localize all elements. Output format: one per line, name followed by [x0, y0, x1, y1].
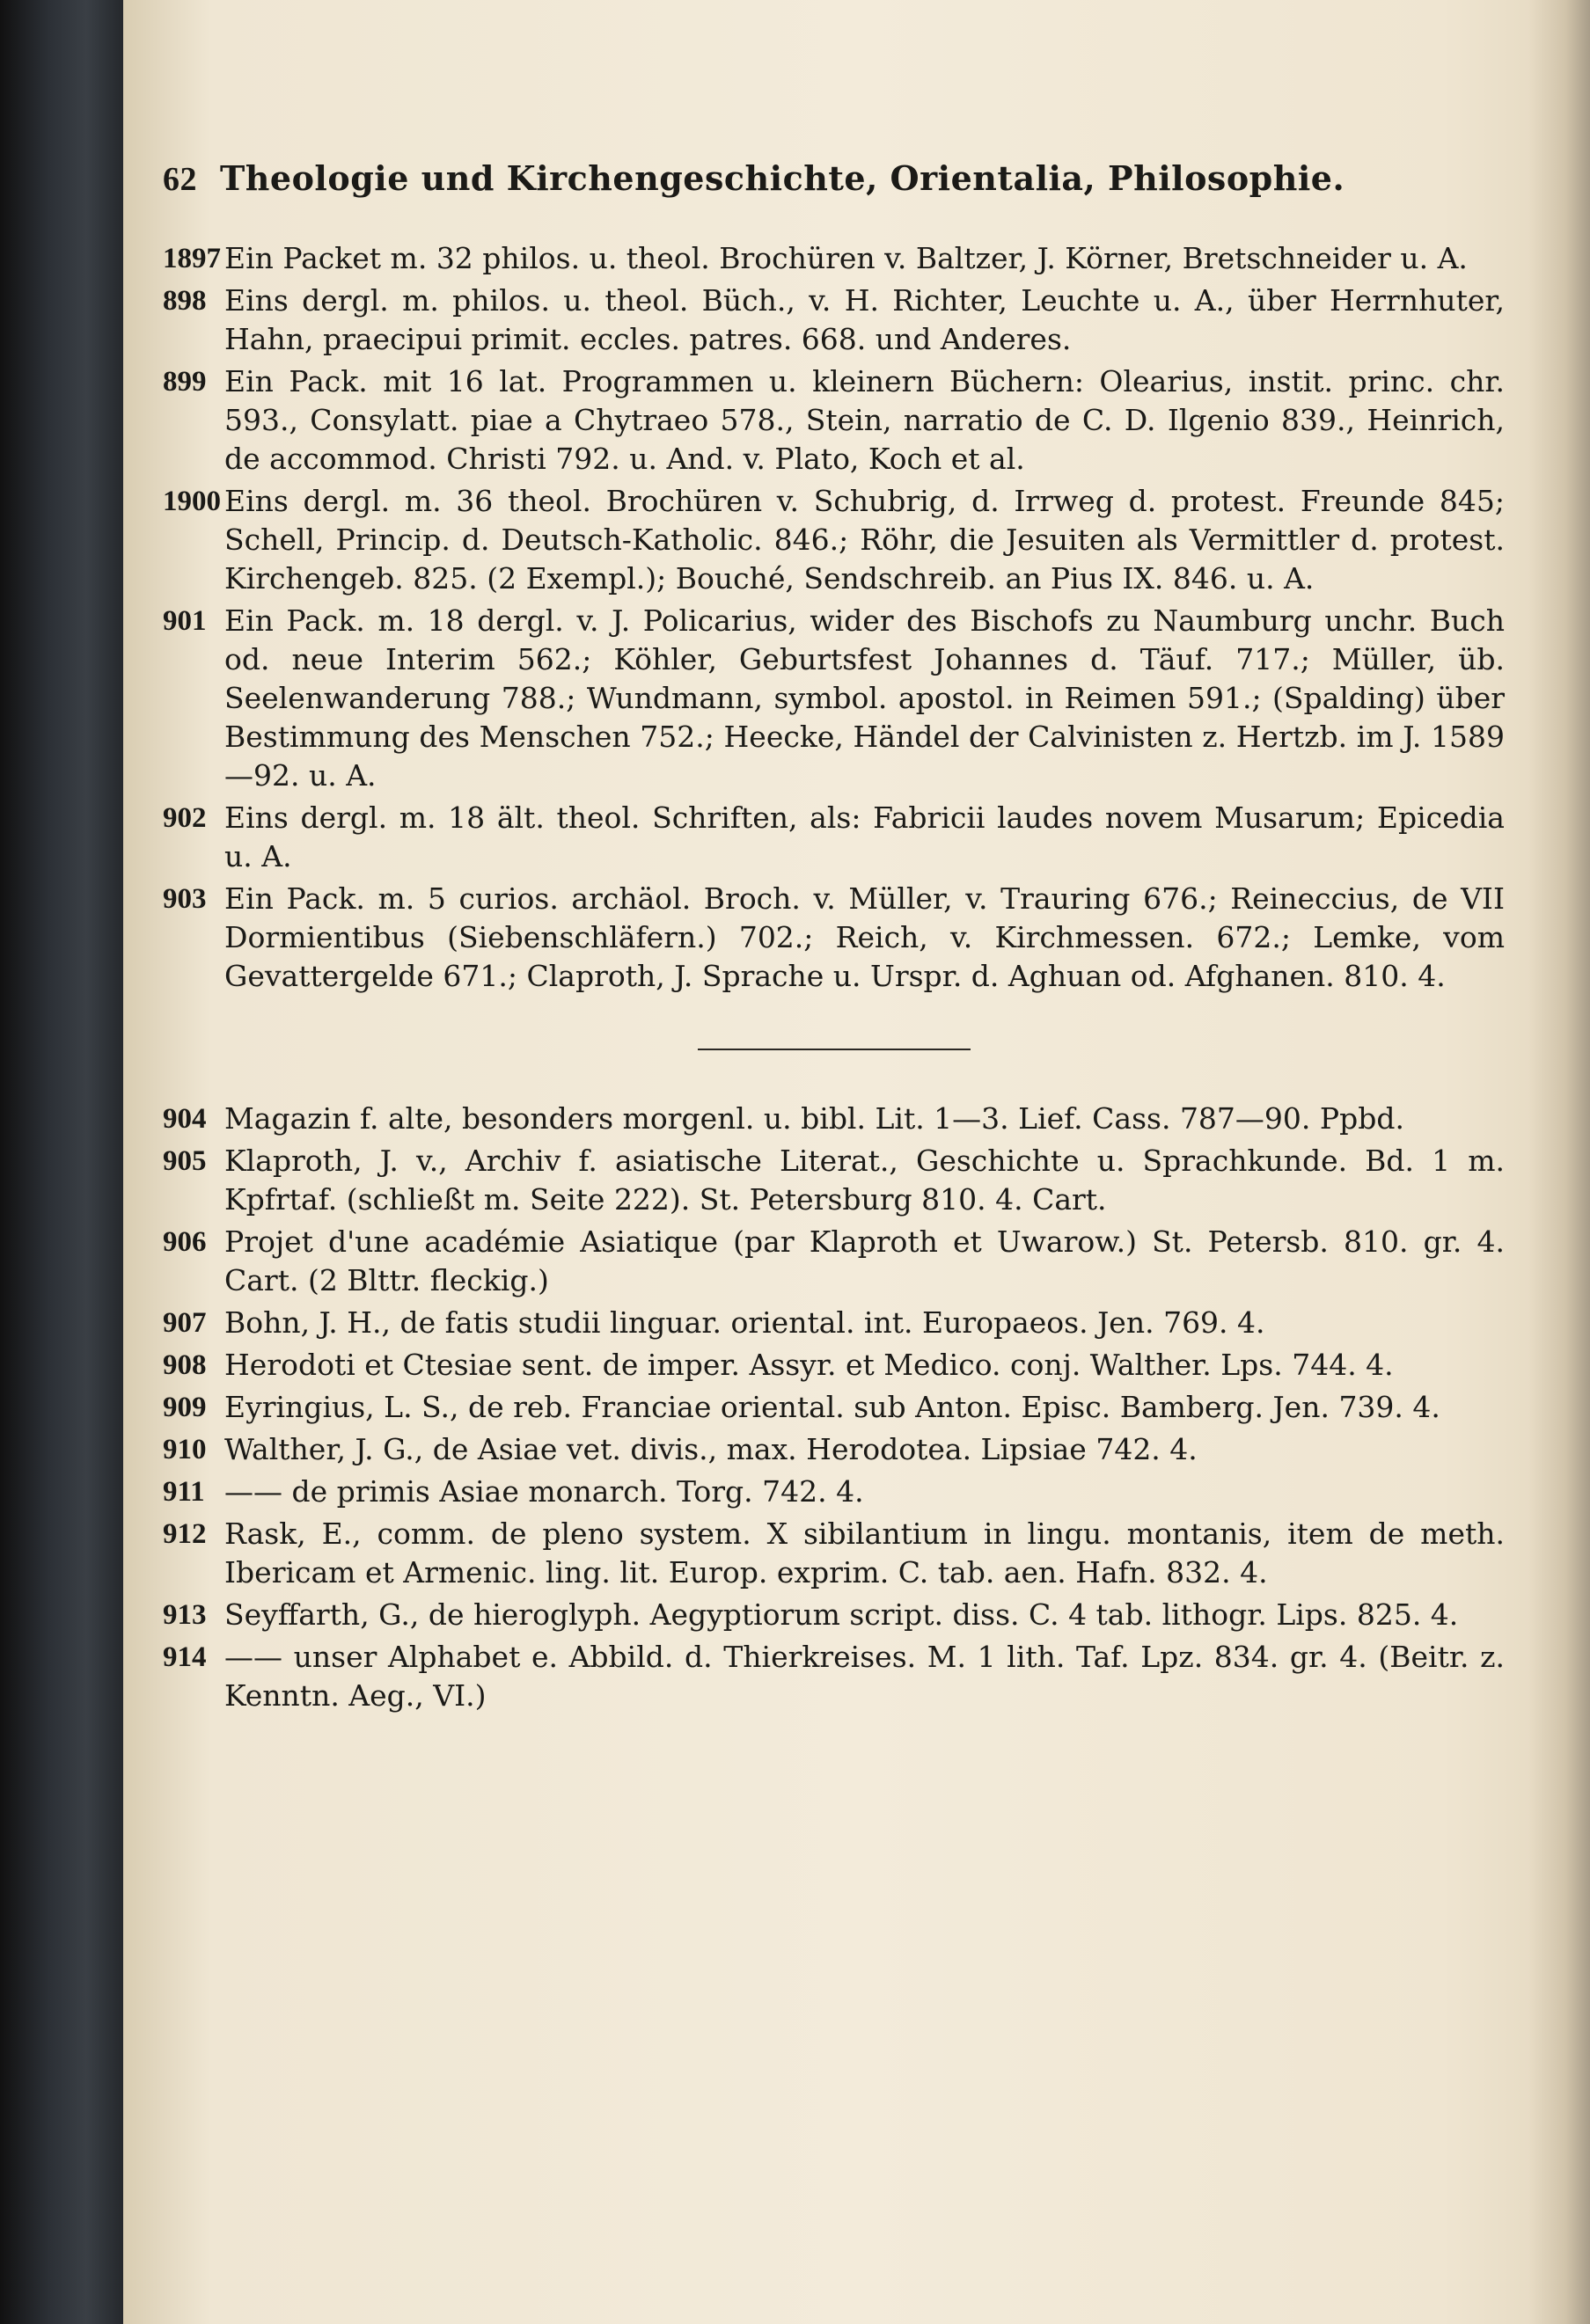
- entry-number: 911: [163, 1476, 205, 1508]
- entry-text: —— unser Alphabet e. Abbild. d. Thierkreises. M. 1 lith. Taf. Lpz. 834. gr. 4. (Beitr. z. Kenntn. Aeg., VI.): [224, 1640, 1505, 1713]
- entry-number: 910: [163, 1434, 207, 1465]
- entry-text: Klaproth, J. v., Archiv f. asiatische Literat., Geschichte u. Sprachkunde. Bd. 1 m. Kpfrtaf. (schließt m. Seite 222). St. Petersburg 810. 4. Cart.: [224, 1144, 1505, 1217]
- entry-text: Eyringius, L. S., de reb. Franciae oriental. sub Anton. Episc. Bamberg. Jen. 739. 4.: [224, 1390, 1440, 1424]
- catalog-entry: [163, 1638, 1505, 1715]
- page-content: [163, 158, 1505, 1719]
- catalog-entry: [163, 362, 1505, 479]
- catalog-entry: [163, 1304, 1505, 1342]
- entry-text: Herodoti et Ctesiae sent. de imper. Assyr. et Medico. conj. Walther. Lps. 744. 4.: [224, 1348, 1394, 1382]
- entry-number: 912: [163, 1518, 207, 1550]
- catalog-entries: [163, 239, 1505, 1715]
- entry-number: 908: [163, 1349, 207, 1381]
- entry-text: Magazin f. alte, besonders morgenl. u. bibl. Lit. 1—3. Lief. Cass. 787—90. Ppbd.: [224, 1101, 1404, 1136]
- entry-text: Ein Pack. mit 16 lat. Programmen u. kleinern Büchern: Olearius, instit. princ. chr. 593., Consylatt. piae a Chytraeo 578., Stein, narratio de C. D. Ilgenio 839., Heinrich, de accommod. Christi 792. u. And. v. Plato, Koch et al.: [224, 364, 1505, 476]
- entry-number: 903: [163, 883, 207, 915]
- entry-text: Rask, E., comm. de pleno system. X sibilantium in lingu. montanis, item de meth. Ibericam et Armenic. ling. lit. Europ. exprim. C. tab. aen. Hafn. 832. 4.: [224, 1516, 1505, 1590]
- running-head: [163, 158, 1505, 199]
- catalog-entry: [163, 799, 1505, 876]
- entry-number: 1897: [163, 243, 221, 274]
- page-title: Theologie und Kirchengeschichte, Orientalia, Philosophie.: [220, 158, 1345, 198]
- catalog-entry: [163, 602, 1505, 795]
- entry-text: —— de primis Asiae monarch. Torg. 742. 4.: [224, 1474, 864, 1509]
- book-spine: [0, 0, 123, 2324]
- entry-text: Eins dergl. m. 18 ält. theol. Schriften, als: Fabricii laudes novem Musarum; Epicedia u. A.: [224, 800, 1505, 873]
- catalog-entry: [163, 482, 1505, 598]
- entry-text: Ein Packet m. 32 philos. u. theol. Brochüren v. Baltzer, J. Körner, Bretschneider u. A.: [224, 241, 1468, 275]
- page-number: 62: [163, 161, 197, 198]
- catalog-entry: [163, 1223, 1505, 1300]
- section-divider: [698, 1049, 971, 1050]
- entry-number: 904: [163, 1103, 207, 1135]
- entry-text: Ein Pack. m. 18 dergl. v. J. Policarius, wider des Bischofs zu Naumburg unchr. Buch od. neue Interim 562.; Köhler, Geburtsfest Johannes d. Täuf. 717.; Müller, üb. Seelenwanderung 788.; Wundmann, symbol. apostol. in Reimen 591.; (Spalding) über Bestimmung des Menschen 752.; Heecke, Händel der Calvinisten z. Hertzb. im J. 1589—92. u. A.: [224, 603, 1505, 793]
- entry-text: Ein Pack. m. 5 curios. archäol. Broch. v. Müller, v. Trauring 676.; Reineccius, de VII Dormientibus (Siebenschläfern.) 702.; Reich, v. Kirchmessen. 672.; Lemke, vom Gevattergelde 671.; Claproth, J. Sprache u. Urspr. d. Aghuan od. Afghanen. 810. 4.: [224, 881, 1505, 993]
- entry-number: 913: [163, 1599, 207, 1631]
- entry-text: Walther, J. G., de Asiae vet. divis., max. Herodotea. Lipsiae 742. 4.: [224, 1432, 1198, 1466]
- entry-text: Projet d'une académie Asiatique (par Klaproth et Uwarow.) St. Petersb. 810. gr. 4. Cart. (2 Blttr. fleckig.): [224, 1224, 1505, 1297]
- entry-number: 906: [163, 1226, 207, 1258]
- catalog-entry: [163, 1346, 1505, 1385]
- entry-number: 902: [163, 802, 207, 834]
- entry-number: 899: [163, 366, 207, 398]
- entry-text: Bohn, J. H., de fatis studii linguar. oriental. int. Europaeos. Jen. 769. 4.: [224, 1305, 1265, 1340]
- catalog-entry: [163, 239, 1505, 278]
- catalog-entry: [163, 1388, 1505, 1427]
- entry-text: Eins dergl. m. 36 theol. Brochüren v. Schubrig, d. Irrweg d. protest. Freunde 845; Schell, Princip. d. Deutsch-Katholic. 846.; Röhr, die Jesuiten als Vermittler d. protest. Kirchengeb. 825. (2 Exempl.); Bouché, Sendschreib. an Pius IX. 846. u. A.: [224, 484, 1505, 596]
- entry-number: 909: [163, 1392, 207, 1423]
- entry-number: 898: [163, 285, 207, 317]
- entry-number: 1900: [163, 486, 221, 517]
- entry-number: 901: [163, 605, 207, 637]
- page-edge-shadow: [1528, 0, 1590, 2324]
- entry-number: 905: [163, 1145, 207, 1177]
- catalog-entry: [163, 880, 1505, 996]
- catalog-entry: [163, 1142, 1505, 1219]
- entry-number: 907: [163, 1307, 207, 1339]
- book-page: [123, 0, 1590, 2324]
- catalog-entry: [163, 1430, 1505, 1469]
- catalog-entry: [163, 1596, 1505, 1634]
- catalog-entry: [163, 281, 1505, 359]
- entry-number: 914: [163, 1641, 207, 1673]
- entry-text: Eins dergl. m. philos. u. theol. Büch., v. H. Richter, Leuchte u. A., über Herrnhuter, Hahn, praecipui primit. eccles. patres. 668. und Anderes.: [224, 283, 1505, 356]
- catalog-entry: [163, 1473, 1505, 1511]
- catalog-entry: [163, 1100, 1505, 1138]
- catalog-entry: [163, 1515, 1505, 1592]
- entry-text: Seyffarth, G., de hieroglyph. Aegyptiorum script. diss. C. 4 tab. lithogr. Lips. 825. 4.: [224, 1597, 1459, 1632]
